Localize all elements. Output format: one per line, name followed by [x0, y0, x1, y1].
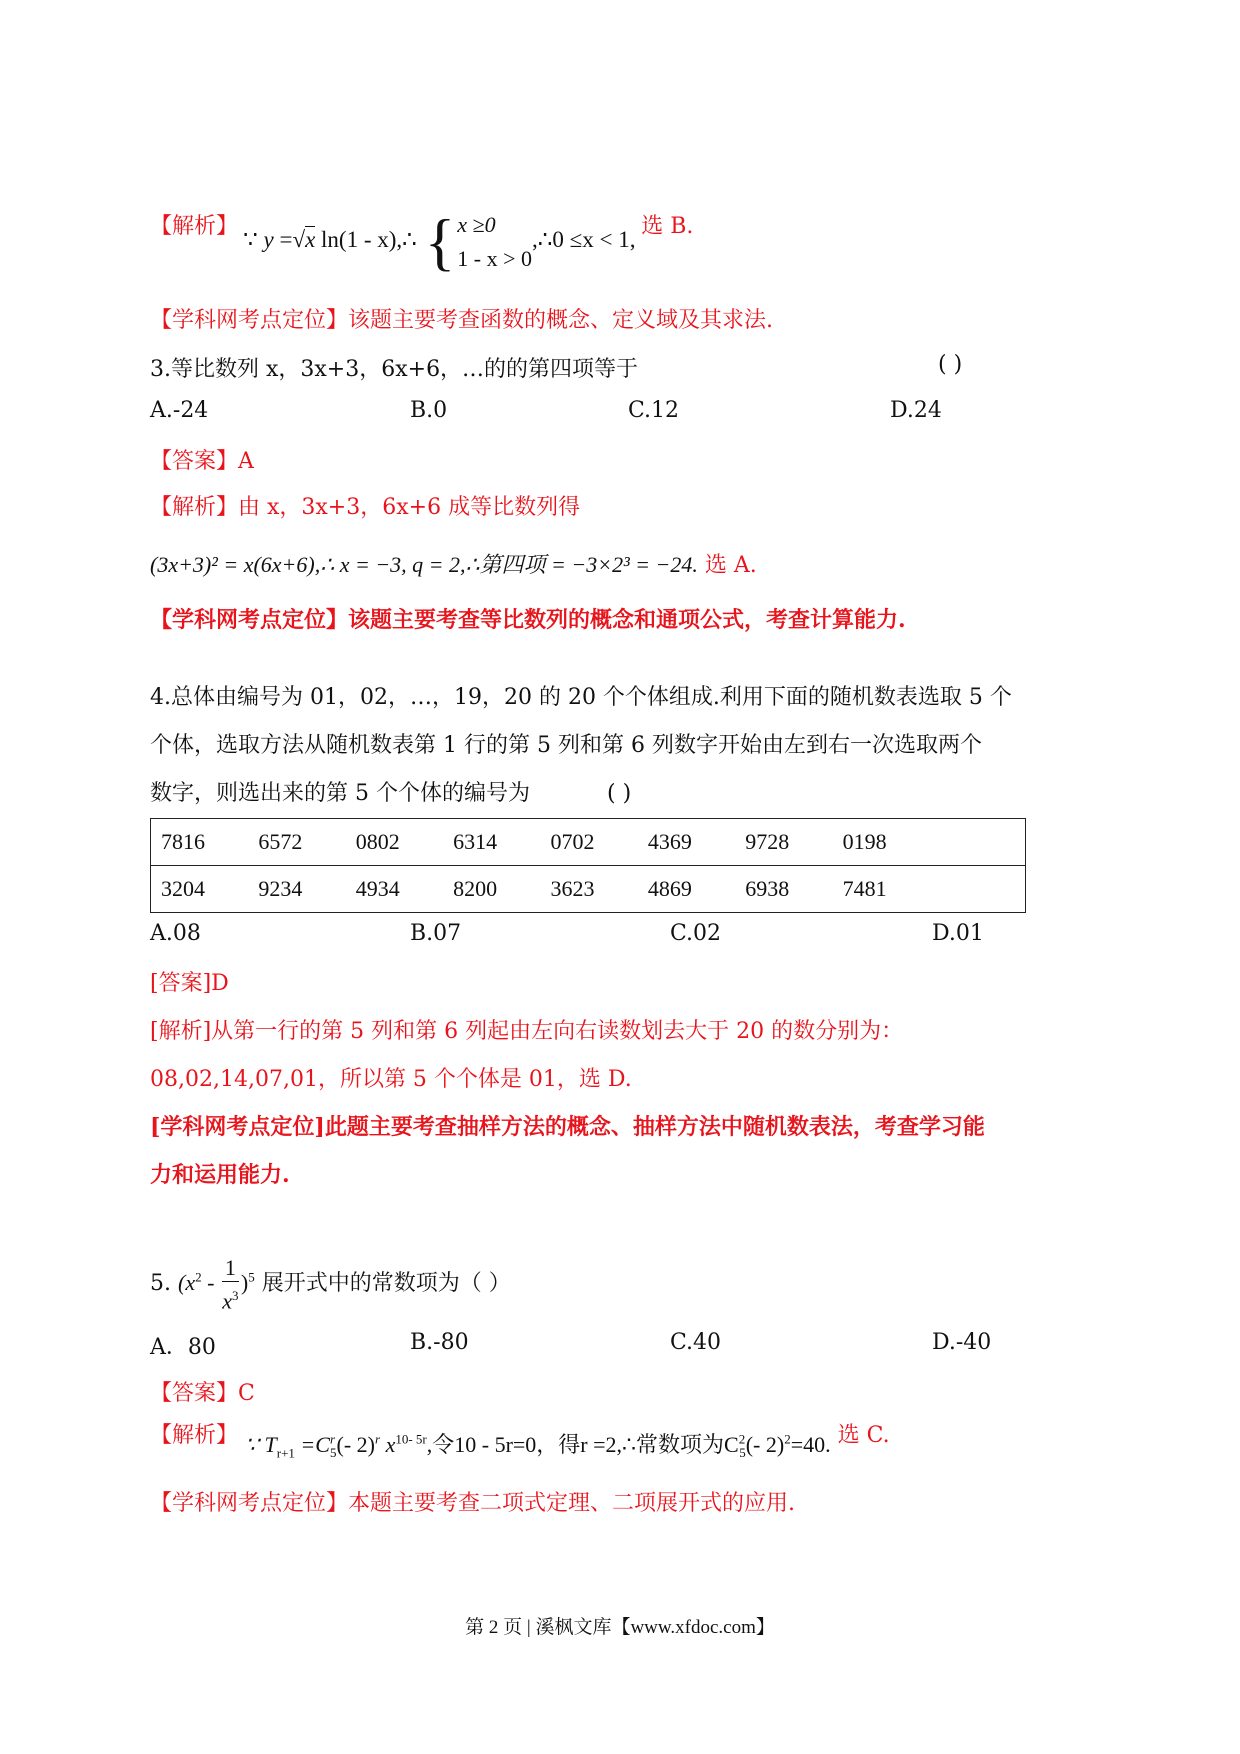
table-cell: 0198 [842, 829, 887, 854]
table-cell: 4869 [647, 876, 692, 901]
inequality-system: x ≥0 1 - x > 0 [457, 212, 533, 271]
q5-formula: ∵ $T_{r+1} =C^r_5(-$ 2)$^r$ $x^{10- 5r}$,令10 - 5r=0，得r =2,∴常数项为$C^2_5(-$ 2)$^2$=40. [245, 1431, 831, 1461]
q3-knowledge-point: 【学科网考点定位】该题主要考查等比数列的概念和通项公式，考查计算能力. [150, 607, 906, 633]
q5-stem: 5. ($x^2$ - $\frac{1}{x^3}$ )$^5$ 展开式中的常数项为（ ） [150, 1255, 511, 1314]
q3-answer: 【答案】A [150, 449, 254, 474]
table-cell: 7481 [842, 876, 887, 901]
option-d: D.24 [890, 398, 942, 423]
choose-answer: 选 B. [641, 214, 694, 240]
table-cell [930, 819, 1026, 866]
option-c: C.02 [670, 921, 722, 946]
table-cell: 4369 [647, 829, 692, 854]
table-cell: 4934 [355, 876, 400, 901]
table-cell: 6572 [258, 829, 303, 854]
table-cell: 9728 [745, 829, 790, 854]
choose-answer: 选 C. [837, 1423, 890, 1448]
q4-stem-line-1: 4.总体由编号为 01，02，…，19，20 的 20 个个体组成.利用下面的随机数表选取 5 个 [150, 685, 1012, 710]
table-cell: 3623 [550, 876, 595, 901]
q4-stem-line-2: 个体，选取方法从随机数表第 1 行的第 5 列和第 6 列数字开始由左到右一次选取两个 [150, 733, 982, 758]
option-b: B.0 [410, 398, 448, 423]
q2-analysis [150, 208, 693, 288]
option-a: A.08 [150, 921, 201, 946]
q3-stem: 3.等比数列 x，3x+3，6x+6，…的的第四项等于 ( ) [150, 352, 963, 382]
q5-options [150, 1330, 1050, 1360]
q4-stem-line-3: 数字，则选出来的第 5 个个体的编号为 ( ) [150, 781, 632, 806]
q4-analysis-line-2: 08,02,14,07,01，所以第 5 个个体是 01，选 D. [150, 1067, 632, 1092]
analysis-tag: 【解析】 [150, 214, 239, 240]
table-cell [930, 866, 1026, 913]
option-c: C.12 [628, 398, 680, 423]
q4-options [150, 921, 1050, 951]
table-cell: 7816 [161, 829, 205, 854]
q4-knowledge-point-line-2: 力和运用能力. [150, 1162, 290, 1188]
table-cell: 6314 [453, 829, 498, 854]
q4-analysis-line-1: [解析]从第一行的第 5 列和第 6 列起由左向右读数划去大于 20 的数分别为： [150, 1019, 904, 1044]
analysis-tag: 【解析】 [150, 1423, 239, 1448]
table-row [151, 866, 1026, 913]
option-b: B.-80 [410, 1330, 469, 1355]
q2-knowledge-point: 【学科网考点定位】该题主要考查函数的概念、定义域及其求法. [150, 308, 774, 333]
q5-knowledge-point: 【学科网考点定位】本题主要考查二项式定理、二项展开式的应用. [150, 1491, 795, 1516]
q5-answer: 【答案】C [150, 1381, 255, 1406]
q5-expression: ($x^2$ - $\frac{1}{x^3}$ )$^5$ [178, 1255, 255, 1314]
q3-options [150, 398, 1050, 428]
option-c: C.40 [670, 1330, 722, 1355]
q3-formula: (3x+3)² = x(6x+6),∴ x = −3, q = 2,∴第四项 = −3×2³ = −24. 选 A. [150, 552, 757, 578]
q4-knowledge-point-line-1: [学科网考点定位]此题主要考查抽样方法的概念、抽样方法中随机数表法，考查学习能 [150, 1114, 985, 1140]
table-cell: 6938 [745, 876, 790, 901]
q3-analysis: 【解析】由 x，3x+3，6x+6 成等比数列得 [150, 495, 581, 520]
table-row [151, 819, 1026, 866]
page-footer: 第 2 页 | 溪枫文库【www.xfdoc.com】 [465, 1617, 775, 1638]
option-a: A．80 [150, 1335, 216, 1360]
option-d: D.-40 [932, 1330, 992, 1355]
random-number-table [150, 818, 1026, 913]
table-cell: 8200 [453, 876, 498, 901]
option-a: A.-24 [150, 398, 209, 423]
table-cell: 0702 [550, 829, 595, 854]
option-b: B.07 [410, 921, 462, 946]
q2-formula: ∵ y =√x ln(1 - x),∴ { x ≥0 1 - x > 0 ,∴0 ≤x < 1, [243, 206, 636, 277]
q5-analysis [150, 1423, 890, 1461]
fraction: $\frac{1}{x^3}$ [222, 1255, 239, 1314]
table-cell: 9234 [258, 876, 303, 901]
option-d: D.01 [932, 921, 984, 946]
left-brace: { [424, 206, 456, 277]
table-cell: 0802 [355, 829, 400, 854]
table-cell: 3204 [161, 876, 205, 901]
q4-answer: [答案]D [150, 971, 229, 996]
